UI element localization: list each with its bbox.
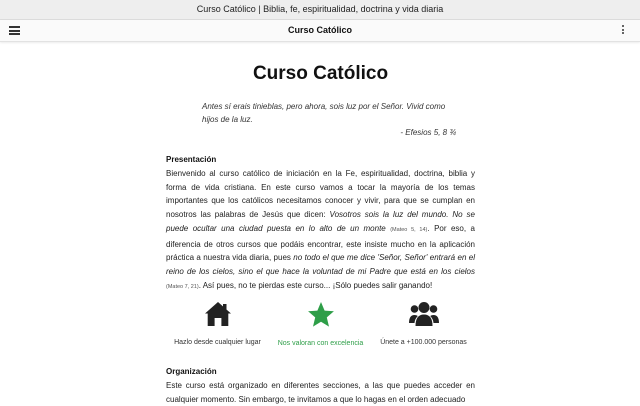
- feature-label: Únete a +100.000 personas: [380, 339, 467, 346]
- home-icon: [204, 301, 232, 327]
- bible-quote-reference: - Efesios 5, 8 ¾: [400, 128, 456, 137]
- app-bar: [0, 20, 640, 42]
- feature-label: Nos valoran con excelencia: [277, 340, 364, 347]
- organization-heading: Organización: [166, 367, 217, 376]
- page-title: Curso Católico: [252, 63, 389, 84]
- features-row: [166, 301, 475, 351]
- app-bar-title: Curso Católico: [287, 25, 352, 35]
- star-icon: [307, 301, 335, 328]
- window-title-bar: [0, 0, 640, 20]
- feature-community: [372, 301, 475, 346]
- more-options-icon[interactable]: [620, 25, 626, 37]
- feature-label: Hazlo desde cualquier lugar: [174, 339, 261, 346]
- presentation-heading: Presentación: [166, 155, 217, 164]
- presentation-paragraph: Bienvenido al curso católico de iniciación en la Fe, espiritualidad, doctrina, biblia y forma de vida cristiana. En este curso vamos a tocar la mayoría de los temas importantes que los católicos necesitamos conocer y vivir, para que se cumplan en nosotros las palabras de Jesús que dicen: Vosotros sois la luz del mundo. No se puede ocultar una ciudad puesta en lo alto de un monte (Mateo 5, 14). Por eso, a diferencia de otros cursos que podáis encontrar, este insiste mucho en la aplicación práctica a nuestra vida diaria, pues no todo el que me dice 'Señor, Señor' entrará en el reino de los cielos, sino el que hace la voluntad de mi Padre que está en los cielos (Mateo 7, 21). Así pues, no te pierdas este curso... ¡Sólo puedes salir ganando!: [166, 169, 476, 290]
- window-title: Curso Católico | Biblia, fe, espiritualidad, doctrina y vida diaria: [196, 4, 444, 14]
- bible-quote: Antes sí erais tinieblas, pero ahora, sois luz por el Señor. Vivid como hijos de la luz.: [202, 102, 446, 124]
- feature-anywhere: [166, 301, 269, 346]
- organization-paragraph: Este curso está organizado en diferentes secciones, a las que puedes acceder en cualquier momento. Sin embargo, te invitamos a que lo hagas en el orden adecuado: [166, 381, 475, 404]
- users-icon: [409, 301, 439, 327]
- feature-rating: [269, 301, 372, 347]
